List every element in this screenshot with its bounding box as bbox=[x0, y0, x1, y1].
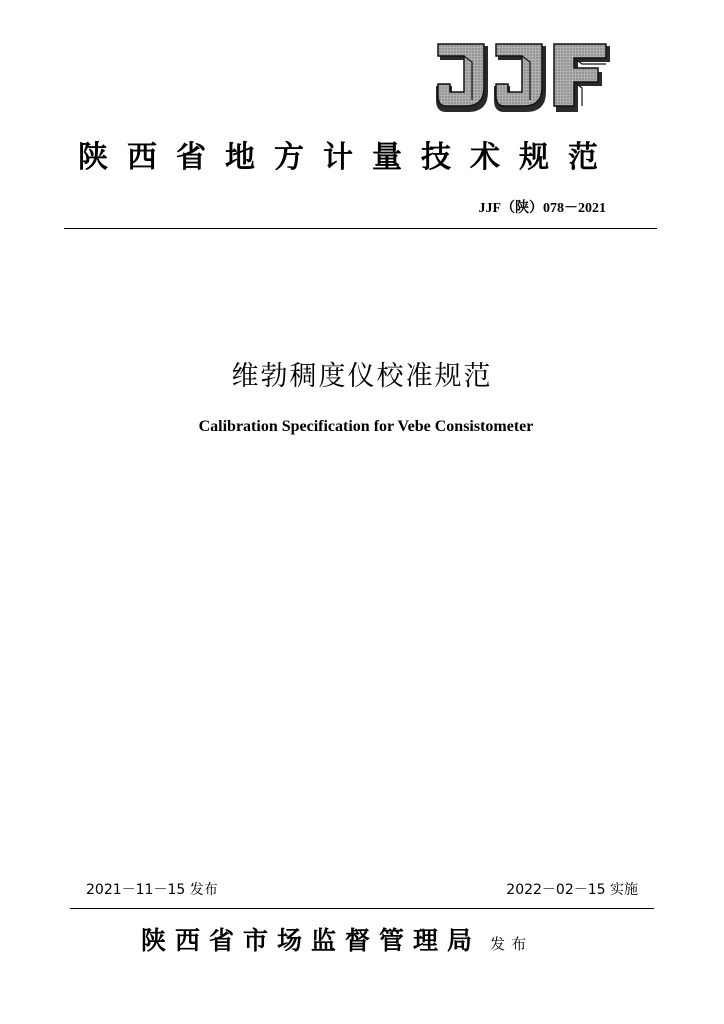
series-title: 陕西省地方计量技术规范 bbox=[78, 140, 617, 175]
implementation-date: 2022－02－15 实施 bbox=[506, 882, 638, 898]
publisher-name: 陕西省市场监督管理局 bbox=[141, 926, 482, 955]
publisher-line bbox=[141, 921, 532, 957]
footer-divider bbox=[70, 908, 654, 909]
header-divider bbox=[64, 228, 657, 229]
document-title-en: Calibration Specification for Vebe Consistometer bbox=[198, 418, 534, 435]
jjf-logo-graphic bbox=[436, 42, 612, 116]
standard-code: JJF（陕）078－2021 bbox=[478, 201, 606, 216]
issue-date: 2021－11－15 发布 bbox=[86, 882, 218, 898]
document-title-cn: 维勃稠度仪校准规范 bbox=[231, 361, 493, 392]
jjf-logo bbox=[436, 42, 612, 116]
publisher-suffix: 发布 bbox=[490, 935, 533, 953]
